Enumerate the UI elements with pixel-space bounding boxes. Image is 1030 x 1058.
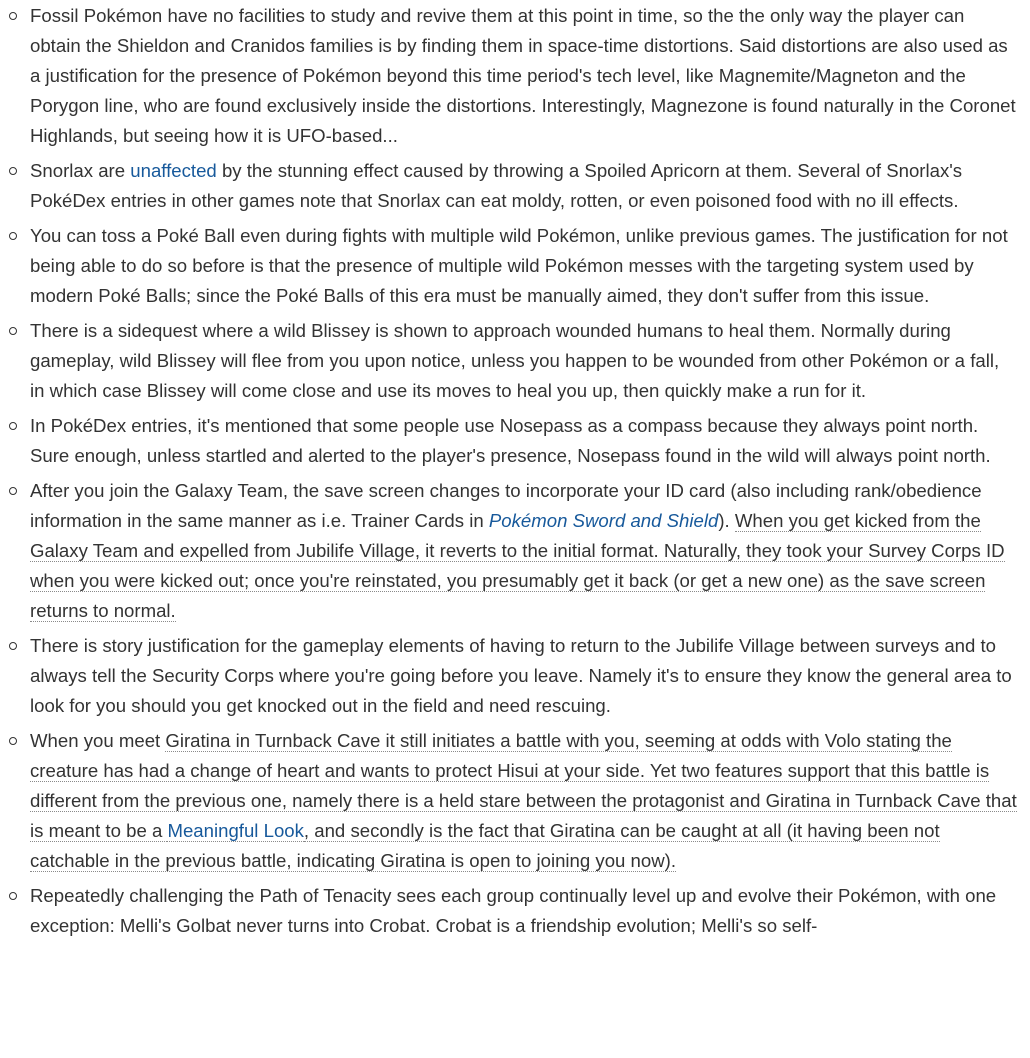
item-text: You can toss a Poké Ball even during fights with multiple wild Pokémon, unlike previous games. The justification for not being able to do so before is that the presence of multiple wild Pokémon messes with the targeting system used by modern Poké Balls; since the Poké Balls of this era must be manually aimed, they don't suffer from this issue.: [30, 225, 1008, 306]
list-item: [0, 1, 1030, 151]
bullet-icon: [9, 167, 17, 175]
list-item: [0, 726, 1030, 876]
list-item: [0, 316, 1030, 406]
spoiler-text[interactable]: Giratina in Turnback Cave it still initiates a battle with you, seeming at odds with Volo stating the creature has had a change of heart and wants to protect Hisui at your side. Yet two features support that this battle is different from the previous one, namely there is a held stare between the protagonist and Giratina in Turnback Cave that is meant to be a: [30, 730, 1017, 841]
bullet-icon: [9, 487, 17, 495]
bullet-icon: [9, 232, 17, 240]
list-item: [0, 881, 1030, 941]
bullet-icon: [9, 12, 17, 20]
bullet-icon: [9, 892, 17, 900]
bullet-icon: [9, 737, 17, 745]
item-text: by the stunning effect caused by throwing a Spoiled Apricorn at them. Several of Snorlax's PokéDex entries in other games note that Snorlax can eat moldy, rotten, or even poisoned food with no ill effects.: [30, 160, 963, 211]
list-item: [0, 631, 1030, 721]
item-text: When you meet: [30, 730, 166, 751]
link-meaningful-look[interactable]: Meaningful Look: [167, 820, 304, 841]
item-text: Snorlax are: [30, 160, 131, 181]
item-text: After you join the Galaxy Team, the save screen changes to incorporate your ID card (also including rank/obedience information in the same manner as i.e. Trainer Cards in: [30, 480, 982, 531]
link-pokemon-sword-and-shield[interactable]: Pokémon Sword and Shield: [488, 510, 719, 531]
bullet-icon: [9, 422, 17, 430]
item-text: ).: [718, 510, 735, 531]
trivia-list: [0, 1, 1030, 946]
bullet-icon: [9, 642, 17, 650]
item-text: There is story justification for the gameplay elements of having to return to the Jubilife Village between surveys and to always tell the Security Corps where you're going before you leave. Namely it's to ensure they know the general area to look for you should you get knocked out in the field and need rescuing.: [30, 635, 1012, 716]
item-text: Fossil Pokémon have no facilities to study and revive them at this point in time, so the the only way the player can obtain the Shieldon and Cranidos families is by finding them in space-time distortions. Said distortions are also used as a justification for the presence of Pokémon beyond this time period's tech level, like Magnemite/Magneton and the Porygon line, who are found exclusively inside the distortions. Interestingly, Magnezone is found naturally in the Coronet Highlands, but seeing how it is UFO-based...: [30, 5, 1016, 146]
list-item: [0, 411, 1030, 471]
spoiler-text[interactable]: , and secondly is the fact that Giratina can be caught at all (it having been not catchable in the previous battle, indicating Giratina is open to joining you now).: [30, 820, 940, 871]
item-text: Repeatedly challenging the Path of Tenacity sees each group continually level up and evolve their Pokémon, with one exception: Melli's Golbat never turns into Crobat. Crobat is a friendship evolution; Melli's so self-: [30, 885, 997, 936]
list-item: [0, 221, 1030, 311]
item-text: In PokéDex entries, it's mentioned that some people use Nosepass as a compass because they always point north. Sure enough, unless startled and alerted to the player's presence, Nosepass found in the wild will always point north.: [30, 415, 991, 466]
item-text: There is a sidequest where a wild Blissey is shown to approach wounded humans to heal them. Normally during gameplay, wild Blissey will flee from you upon notice, unless you happen to be wounded from other Pokémon or a fall, in which case Blissey will come close and use its moves to heal you up, then quickly make a run for it.: [30, 320, 1000, 401]
spoiler-text[interactable]: When you get kicked from the Galaxy Team and expelled from Jubilife Village, it reverts to the initial format. Naturally, they took your Survey Corps ID when you were kicked out; once you're reinstated, you presumably get it back (or get a new one) as the save screen returns to normal.: [30, 510, 1005, 621]
list-item: [0, 476, 1030, 626]
link-unaffected[interactable]: unaffected: [130, 160, 217, 181]
bullet-icon: [9, 327, 17, 335]
list-item: [0, 156, 1030, 216]
